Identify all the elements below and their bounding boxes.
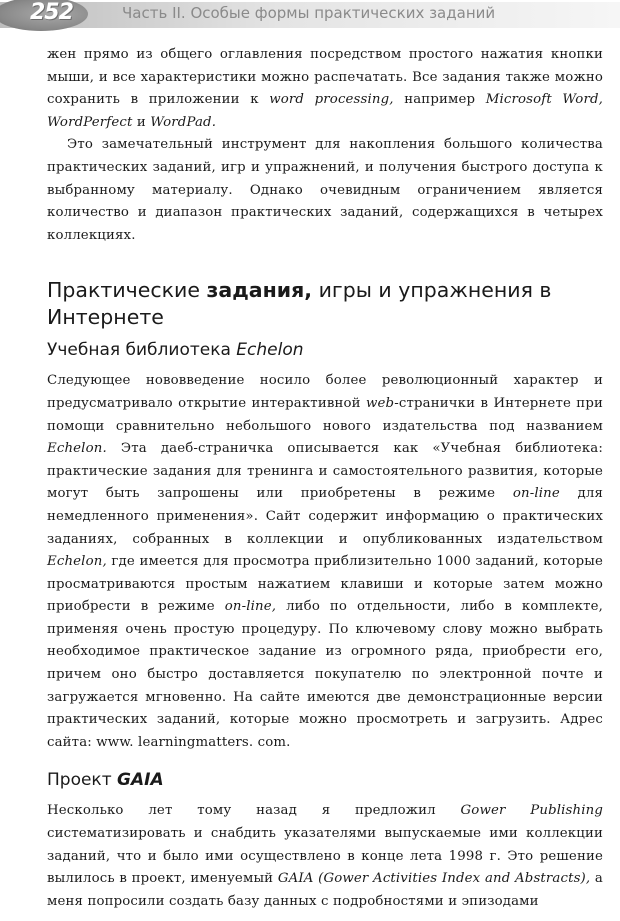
heading-text: Практические [47,278,207,303]
subsection-heading-gaia [47,768,603,792]
heading-text: Проект [47,770,118,791]
text-run-italic: GAIA (Gower Activities Index and Abstracts), [277,871,591,887]
running-title: Часть II. Особые формы практических заданий [122,4,496,22]
subsection-heading-echelon [47,338,603,362]
heading-text-bold-italic: GAIA [117,770,164,791]
heading-text-italic: Echelon [236,340,304,361]
page-body [47,44,603,913]
text-run: где имеется для просмотра приблизительно 1000 заданий, которые просматриваются простым нажатием клавиши и которые затем можно приобрести в режиме [47,554,603,615]
text-run: и [132,114,151,130]
paragraph-4 [47,800,603,913]
text-run: для немедленного применения». Сайт содержит информацию о практических заданиях, собранных в коллекции и опубликованных издательством [47,486,603,547]
text-run: -странички в Интернете при помощи сравнительно небольшого нового издательства под названием [47,395,603,434]
heading-text: игры и упражнения в Интернете [47,278,552,330]
text-run-italic: Echelon. [47,441,107,457]
text-run: например [393,92,486,108]
paragraph-2: Это замечательный инструмент для накопления большого количества практических заданий, игр и упражнений, и получения быстрого доступа к выбранному материалу. Однако очевидным ограничением является количество и диапазон практических заданий, содержащихся в четырех коллекциях. [47,137,603,243]
text-run-italic: WordPad. [150,114,217,130]
page-header [0,0,620,34]
section-heading [47,277,603,331]
text-run-italic: Microsoft Word, WordPerfect [47,92,603,130]
text-run: Несколько лет тому назад я предложил [47,803,461,819]
text-run-italic: Echelon, [47,554,107,570]
text-run-italic: Gower Publishing [460,803,604,819]
page-number: 252 [30,0,73,25]
text-run: Эта даеб-страничка описывается как «Учебная библиотека: практические задания для тренинга и самостоятельного развития, которые могут быть запрошены или приобретены в режиме [47,441,603,502]
text-run-italic: on-line, [224,599,277,615]
text-run: либо по отдельности, либо в комплекте, применяя очень простую процедуру. По ключевому слову можно выбрать необходимое практическое задание из огромного ряда, приобрести его, причем оно быстро доставляется покупателю по электронной почте и загружается мгновенно. На сайте имеются две демонстрационные версии практических заданий, которые можно просмотреть и загрузить. Адрес сайта: www. learningmatters. com. [47,599,603,750]
text-run-italic: on-line [512,486,560,502]
paragraph-1 [47,44,603,134]
text-run: Следующее нововведение носило более революционный характер и предусматривало открытие интерактивной [47,373,603,411]
text-run-italic: web [366,395,395,411]
text-run-italic: word processing, [269,92,394,108]
text-run: жен прямо из общего оглавления посредством простого нажатия кнопки мыши, и все характеристики можно распечатать. Все задания также можно сохранить в приложении к [47,47,603,108]
heading-text-bold: задания, [206,278,313,303]
paragraph-3 [47,370,603,754]
text-run: а меня попросили создать базу данных с подробностями и эпизодами [47,871,603,909]
text-run: систематизировать и снабдить указателями выпускаемые ими коллекции заданий, что и было ими осуществлено в конце лета 1998 г. Это решение вылилось в проект, именуемый [47,826,603,887]
heading-text: Учебная библиотека [47,340,237,361]
